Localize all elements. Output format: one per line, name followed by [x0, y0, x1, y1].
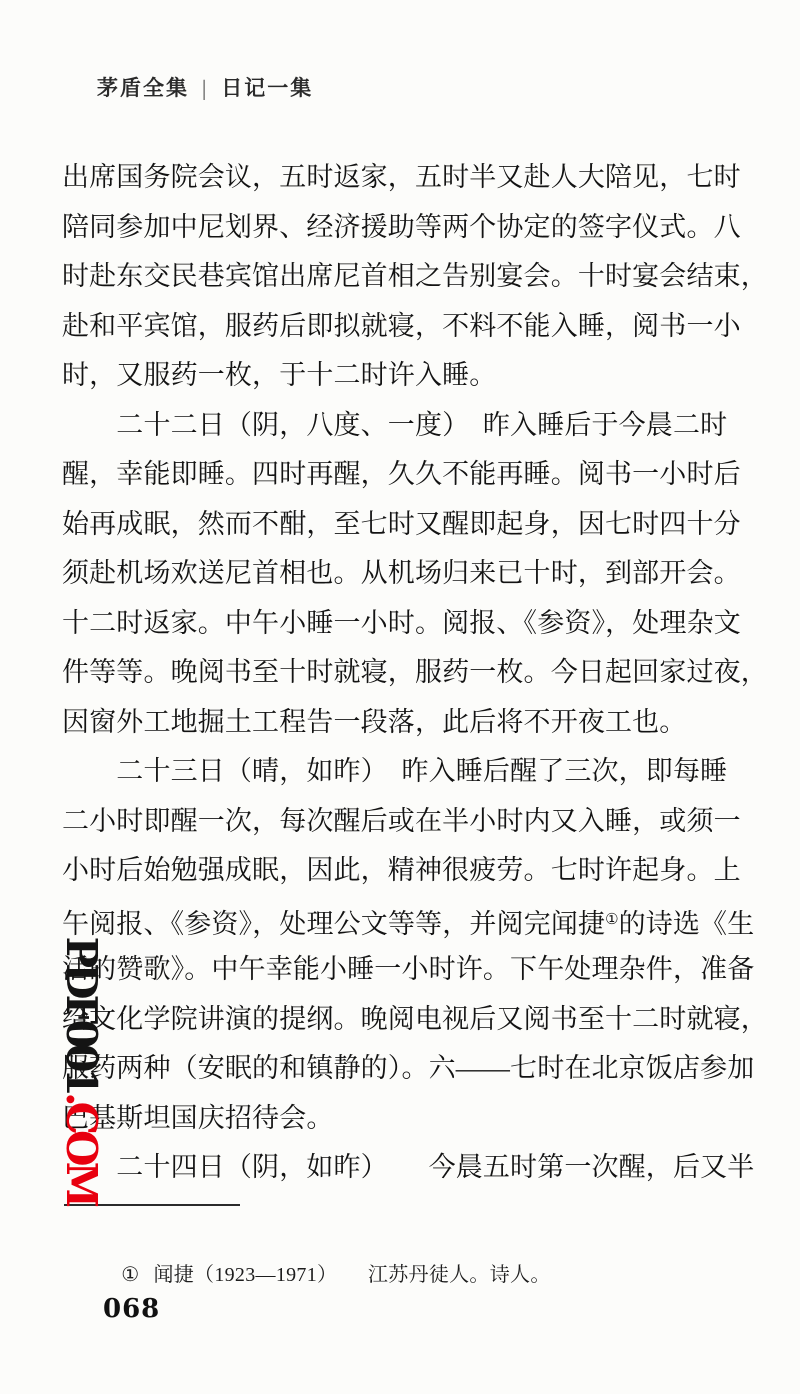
- text-line: 时赴东交民巷宾馆出席尼首相之告别宴会。十时宴会结束，: [62, 261, 768, 291]
- text-line: 活的赞歌》。中午幸能小睡一小时许。下午处理杂件，准备: [62, 954, 755, 984]
- running-head-volume: 日记一集: [221, 76, 314, 100]
- running-head-divider: |: [202, 75, 209, 101]
- text-line: 件等等。晚阅书至十时就寝，服药一枚。今日起回家过夜，: [62, 657, 768, 687]
- text-line: 赴和平宾馆，服药后即拟就寝，不料不能入睡，阅书一小: [62, 310, 741, 341]
- page-number: 068: [103, 1294, 161, 1324]
- text-line: 服药两种（安眠的和镇静的）。六——七时在北京饭店参加: [62, 1053, 755, 1083]
- running-head-series: 茅盾全集: [97, 76, 189, 100]
- text-line: 出席国务院会议，五时返家，五时半又赴人大陪见，七时: [62, 162, 741, 192]
- text-line: 巴基斯坦国庆招待会。: [62, 1102, 334, 1133]
- entry-start-line: 二十四日（阴，如昨） 今晨五时第一次醒，后又半: [62, 1152, 755, 1182]
- footnote-separator: [64, 1204, 240, 1206]
- footnote-marker: ①: [121, 1264, 140, 1286]
- running-head: [68, 47, 313, 127]
- text-line-with-footnote-ref: [62, 896, 762, 946]
- watermark-tld: .COM: [57, 1092, 106, 1204]
- watermark: [8, 898, 155, 1203]
- text-line: 始再成眠，然而不酣，至七时又醒即起身，因七时四十分: [62, 508, 741, 539]
- footnote-ref-mark: ①: [605, 911, 619, 928]
- diary-text-block: [62, 153, 768, 1193]
- text-line: 十二时返家。中午小睡一小时。阅报、《参资》，处理杂文: [62, 607, 741, 638]
- text-line: 陪同参加中尼划界、经济援助等两个协定的签字仪式。八: [62, 211, 741, 242]
- entry-start-line: 二十二日（阴，八度、一度） 昨入睡后于今晨二时: [62, 409, 728, 440]
- text-line: 二小时即醒一次，每次醒后或在半小时内又入睡，或须一: [62, 805, 741, 836]
- text-line: 因窗外工地掘土工程告一段落，此后将不开夜工也。: [62, 706, 687, 737]
- text-segment: 午阅报、《参资》，处理公文等等，并阅完闻捷: [62, 908, 606, 939]
- footnote: [100, 1230, 551, 1320]
- text-line: 醒，幸能即睡。四时再醒，久久不能再睡。阅书一小时后: [62, 459, 741, 489]
- text-line: 须赴机场欢送尼首相也。从机场归来已十时，到部开会。: [62, 558, 741, 588]
- footnote-text: 闻捷（1923—1971） 江苏丹徒人。诗人。: [153, 1264, 551, 1286]
- text-line: 小时后始勉强成眠，因此，精神很疲劳。七时许起身。上: [62, 855, 741, 885]
- text-segment: 的诗选《生: [618, 908, 755, 939]
- entry-start-line: 二十三日（晴，如昨） 昨入睡后醒了三次，即每睡: [62, 756, 728, 786]
- watermark-domain: PDF001: [57, 936, 106, 1092]
- text-line: 时，又服药一枚，于十二时许入睡。: [62, 360, 497, 390]
- text-line: 给文化学院讲演的提纲。晚阅电视后又阅书至十二时就寝，: [62, 1003, 768, 1034]
